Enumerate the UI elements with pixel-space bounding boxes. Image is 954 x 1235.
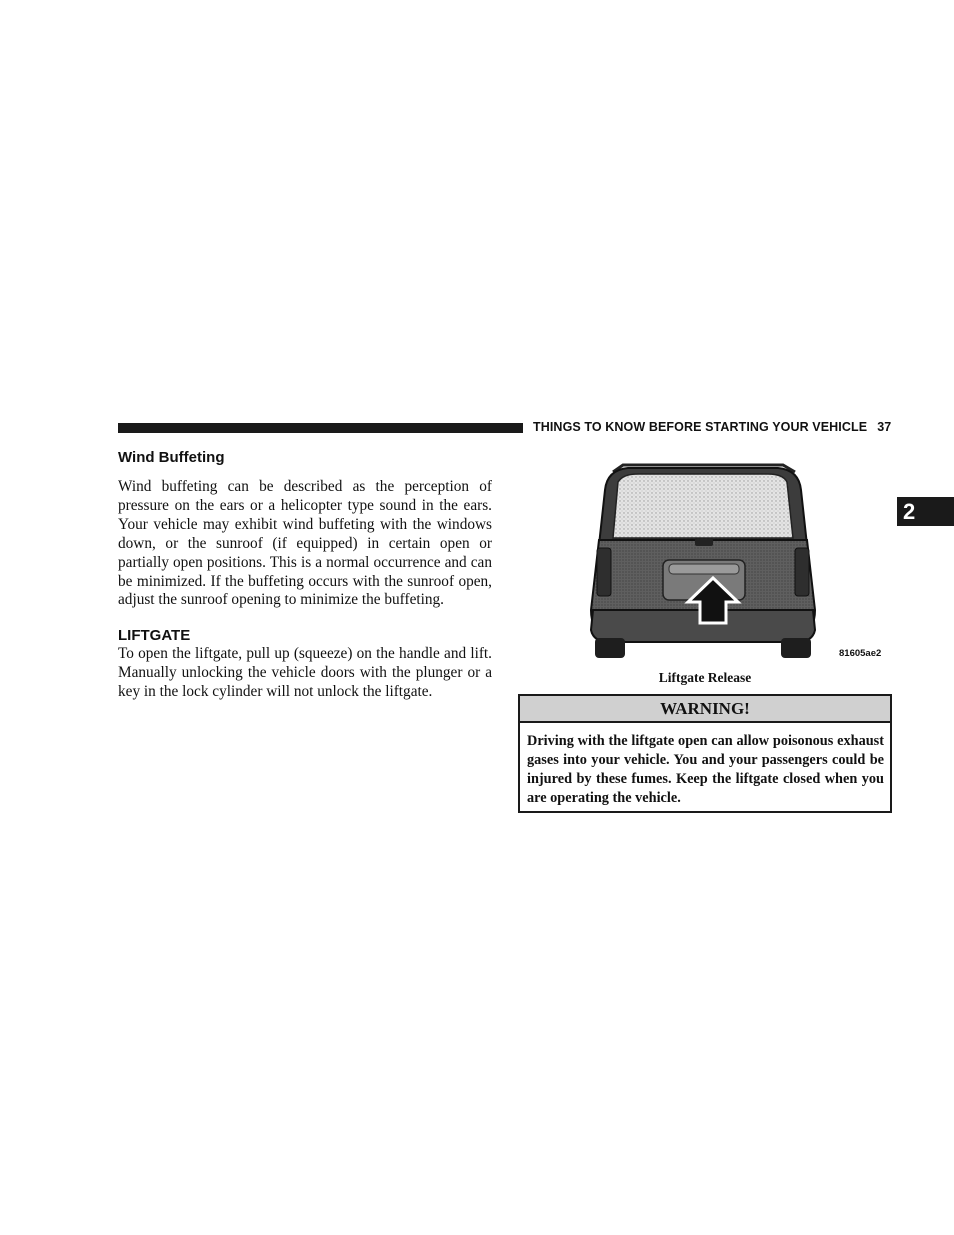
warning-box (518, 694, 892, 813)
figure-caption: Liftgate Release (658, 670, 752, 685)
wind-buffeting-heading: Wind Buffeting (118, 449, 225, 466)
page-number: 37 (877, 420, 892, 434)
liftgate-paragraph: To open the liftgate, pull up (squeeze) on the handle and lift. Manually unlocking the vehicle doors with the plunger or a key in the lock cylinder will not unlock the liftgate. (118, 645, 492, 701)
header-rule (118, 423, 523, 433)
chapter-tab: 2 (897, 497, 954, 526)
vehicle-rear-liftgate-illustration (583, 460, 889, 665)
figure-code: 81605ae2 (839, 648, 882, 659)
left-column (118, 448, 492, 702)
warning-text: Driving with the liftgate open can allow poisonous exhaust gases into your vehicle. You and your passengers could be injured by these fumes. Keep the liftgate closed when you are operating the vehicle. (527, 733, 884, 806)
wind-buffeting-paragraph: Wind buffeting can be described as the perception of pressure on the ears or a helicopter type sound in the ears. Your vehicle may exhibit wind buffeting with the windows down, or the sunroof (if equipped) in certain open or partially open positions. This is a normal occurrence and can be minimized. If the buffeting occurs with the sunroof open, adjust the sunroof opening to minimize the buffeting. (118, 478, 492, 609)
header-title: THINGS TO KNOW BEFORE STARTING YOUR VEHICLE (533, 420, 868, 434)
warning-title: WARNING! (520, 696, 890, 723)
liftgate-figure (583, 460, 889, 665)
running-header (533, 420, 891, 434)
liftgate-heading: LIFTGATE (118, 627, 191, 645)
